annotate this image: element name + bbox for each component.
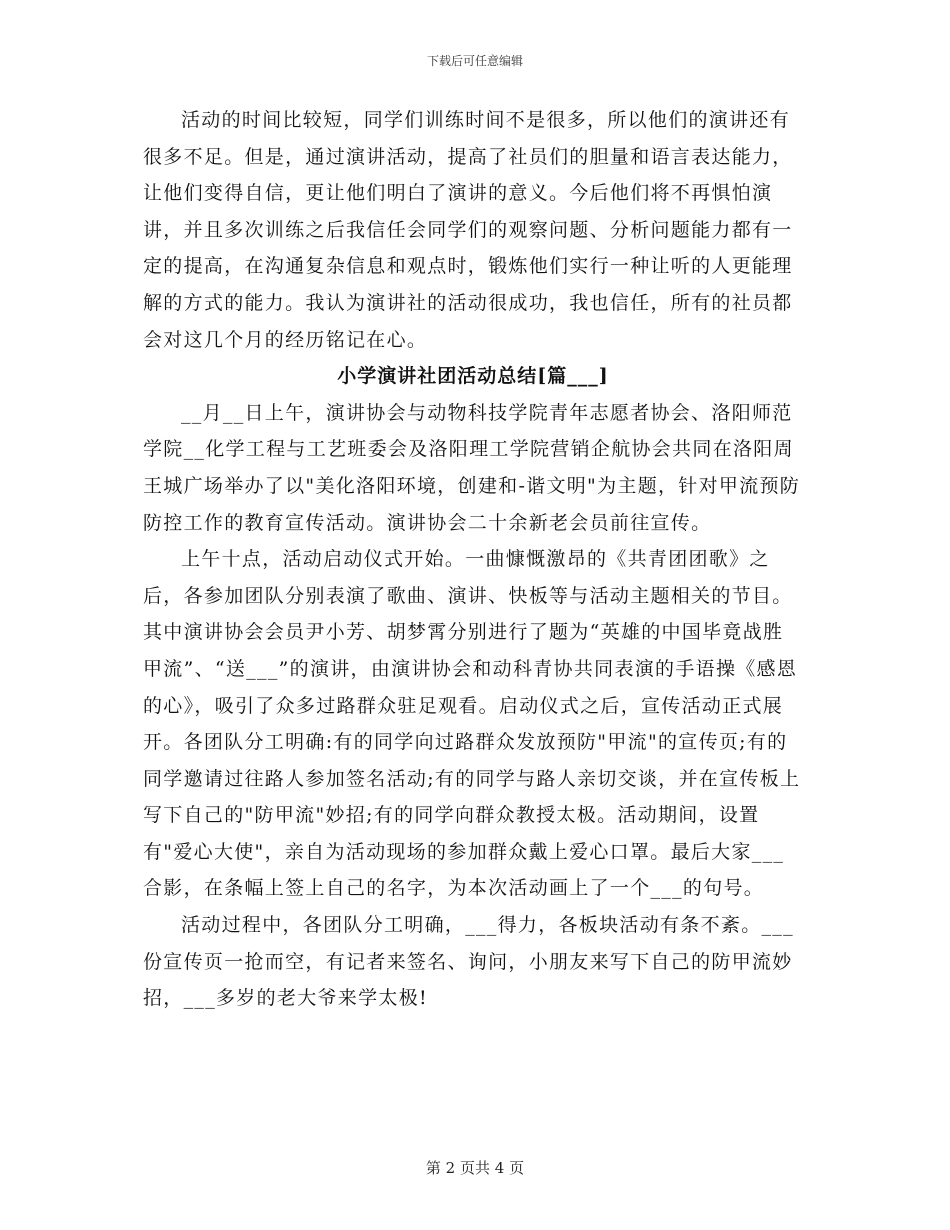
document-body (143, 102, 803, 1017)
page-header: 下载后可任意编辑 (426, 54, 523, 68)
paragraph: __月__日上午，演讲协会与动物科技学院青年志愿者协会、洛阳师范学院__化学工程与工艺班委会及洛阳理工学院营销企航协会共同在洛阳周王城广场举办了以"美化洛阳环境，创建和-谐文明"为主题，针对甲流预防防控工作的教育宣传活动。演讲协会二十余新老会员前往宣传。 (143, 401, 801, 534)
page-footer: 第 2 页共 4 页 (425, 1159, 525, 1177)
section-title: 小学演讲社团活动总结[篇___] (337, 365, 609, 388)
paragraph: 上午十点，活动启动仪式开始。一曲慷慨激昂的《共青团团歌》之后，各参加团队分别表演了歌曲、演讲、快板等与活动主题相关的节目。其中演讲协会会员尹小芳、胡梦霄分别进行了题为“英雄的中国毕竟战胜甲流”、“送___”的演讲，由演讲协会和动科青协共同表演的手语操《感恩的心》，吸引了众多过路群众驻足观看。启动仪式之后，宣传活动正式展开。各团队分工明确:有的同学向过路群众发放预防"甲流"的宣传页;有的同学邀请过往路人参加签名活动;有的同学与路人亲切交谈，并在宣传板上写下自己的"防甲流"妙招;有的同学向群众教授太极。活动期间，设置有"爱心大使"，亲自为活动现场的参加群众戴上爱心口罩。最后大家___合影，在条幅上签上自己的名字，为本次活动画上了一个___的句号。 (143, 548, 801, 900)
paragraph: 活动过程中，各团队分工明确，___得力，各板块活动有条不紊。___份宣传页一抢而空，有记者来签名、询问，小朋友来写下自己的防甲流妙招，___多岁的老大爷来学太极! (143, 914, 794, 1010)
paragraph: 活动的时间比较短，同学们训练时间不是很多，所以他们的演讲还有很多不足。但是，通过演讲活动，提高了社员们的胆量和语言表达能力，让他们变得自信，更让他们明白了演讲的意义。今后他们将不再惧怕演讲，并且多次训练之后我信任会同学们的观察问题、分析问题能力都有一定的提高，在沟通复杂信息和观点时，锻炼他们实行一种让听的人更能理解的方式的能力。我认为演讲社的活动很成功，我也信任，所有的社员都会对这几个月的经历铭记在心。 (143, 109, 793, 351)
